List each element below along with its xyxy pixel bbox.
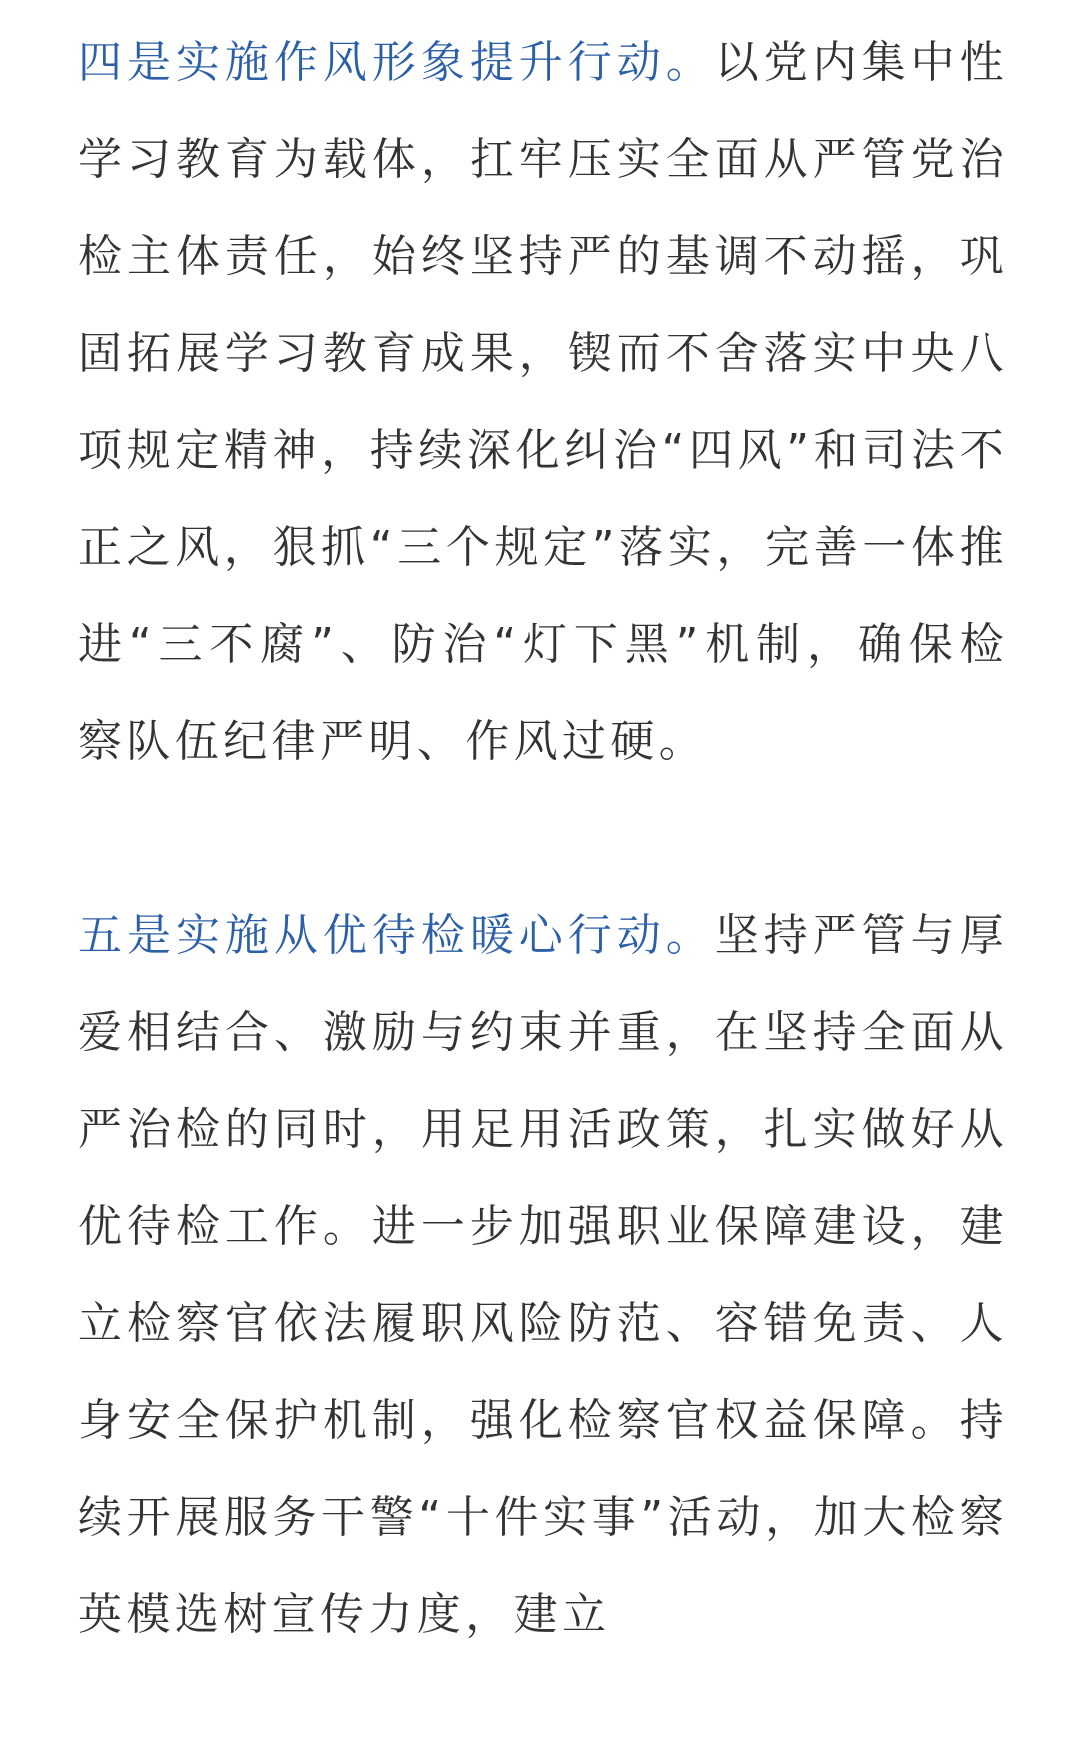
paragraph-4-heading: 四是实施作风形象提升行动。 [78, 37, 715, 88]
paragraph-5 [78, 887, 1008, 1663]
paragraph-5-body: 坚持严管与厚爱相结合、激励与约束并重，在坚持全面从严治检的同时，用足用活政策，扎实做好从优待检工作。进一步加强职业保障建设，建立检察官依法履职风险防范、容错免责、人身安全保护机制，强化检察官权益保障。持续开展服务干警“十件实事”活动，加大检察英模选树宣传力度，建立 [78, 910, 1008, 1640]
paragraph-5-heading: 五是实施从优待检暖心行动。 [78, 910, 715, 961]
paragraph-4 [78, 14, 1008, 790]
paragraph-4-body: 以党内集中性学习教育为载体，扛牢压实全面从严管党治检主体责任，始终坚持严的基调不动摇，巩固拓展学习教育成果，锲而不舍落实中央八项规定精神，持续深化纠治“四风”和司法不正之风，狠抓“三个规定”落实，完善一体推进“三不腐”、防治“灯下黑”机制，确保检察队伍纪律严明、作风过硬。 [78, 37, 1008, 767]
article-content [78, 14, 1008, 1663]
